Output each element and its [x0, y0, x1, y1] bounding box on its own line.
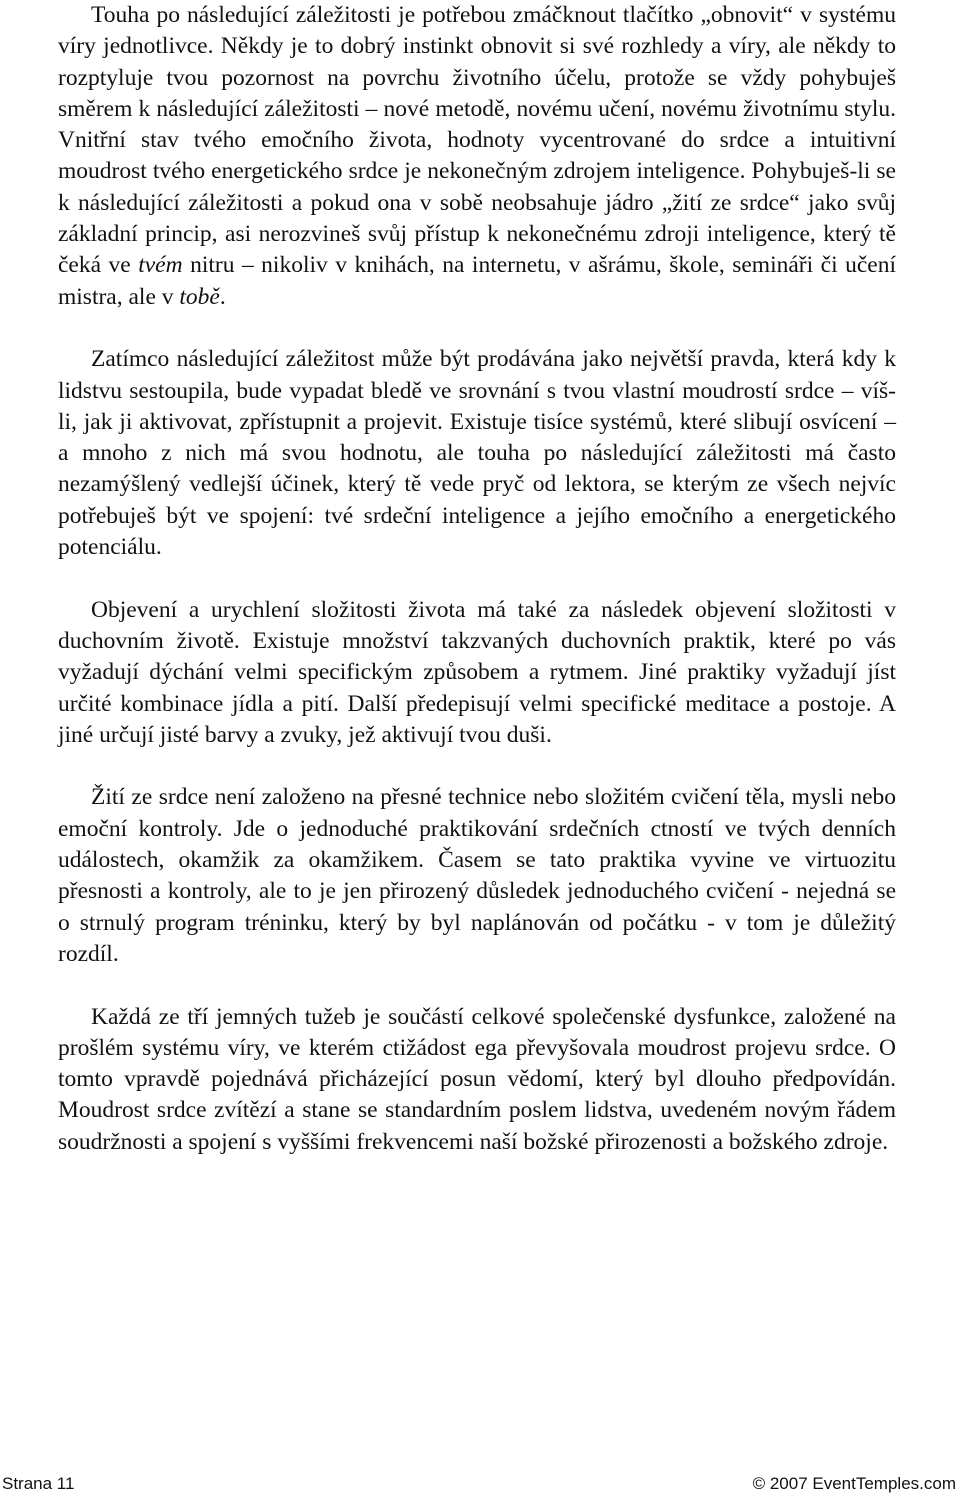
paragraph-2 [58, 344, 896, 563]
paragraph-1-text-3: . [219, 283, 226, 310]
copyright-notice: © 2007 EventTemples.com [752, 1474, 956, 1493]
page-number: Strana 11 [2, 1474, 75, 1493]
document-body [58, 0, 896, 1189]
paragraph-4 [58, 782, 896, 970]
paragraph-5-text: Každá ze tří jemných tužeb je součástí celkové společenské dysfunkce, založené na prošlém systému víry, ve kterém ctižádost ega převyšovala moudrost projevu srdce. O tomto vpravdě pojednává přicházející posun vědomí, který byl dlouho předpovídán. Moudrost srdce zvítězí a stane se standardním poslem lidstva, uvedeném novým řádem soudržnosti a spojení s vyššími frekvencemi naší božské přirozenosti a božského zdroje. [58, 1003, 896, 1155]
paragraph-5 [58, 1002, 896, 1158]
paragraph-1 [58, 0, 896, 313]
paragraph-4-text: Žití ze srdce není založeno na přesné technice nebo složitém cvičení těla, mysli nebo emoční kontroly. Jde o jednoduché praktikování srdečních ctností ve tvých denních událostech, okamžik za okamžikem. Časem se tato praktika vyvine ve virtuozitu přesnosti a kontroly, ale to je jen přirozený důsledek jednoduchého cvičení - nejedná se o strnulý program tréninku, který by byl naplánován od počátku - v tom je důležitý rozdíl. [58, 784, 896, 967]
paragraph-1-emphasis-tobe: tobě [179, 283, 220, 310]
paragraph-1-emphasis-tvem: tvém [138, 252, 183, 279]
paragraph-3-text: Objevení a urychlení složitosti života má také za následek objevení složitosti v duchovním životě. Existuje množství takzvaných duchovních praktik, které po vás vyžadují dýchání velmi specifickým způsobem a rytmem. Jiné praktiky vyžadují jíst určité kombinace jídla a pití. Další předepisují velmi specifické meditace a postoje. A jiné určují jisté barvy a zvuky, jež aktivují tvou duši. [58, 596, 896, 748]
paragraph-1-text-1: Touha po následující záležitosti je potřebou zmáčknout tlačítko „obnovit“ v systému víry jednotlivce. Někdy je to dobrý instinkt obnovit si své rozhledy a víry, ale někdy to rozptyluje tvou pozornost na povrchu životního účelu, protože se vždy pohybuješ směrem k následující záležitosti – nové metodě, novému učení, novému životnímu stylu. Vnitřní stav tvého emočního života, hodnoty vycentrované do srdce a intuitivní moudrost tvého energetického srdce je nekonečným zdrojem inteligence. Pohybuješ-li se k následující záležitosti a pokud ona v sobě neobsahuje jádro „žití ze srdce“ jako svůj základní princip, asi nerozvineš svůj přístup k nekonečnému zdroji inteligence, který tě čeká ve [58, 2, 896, 279]
paragraph-2-text: Zatímco následující záležitost může být prodávána jako největší pravda, která kdy k lidstvu sestoupila, bude vypadat bledě ve srovnání s tvou vlastní moudrostí srdce – víš-li, jak ji aktivovat, zpřístupnit a projevit. Existuje tisíce systémů, které slibují osvícení – a mnoho z nich má svou hodnotu, ale touha po následující záležitosti má často nezamýšlený vedlejší účinek, který tě vede pryč od lektora, se kterým ze všech nejvíc potřebuješ být ve spojení: tvé srdeční inteligence a jejího emočního a energetického potenciálu. [58, 346, 896, 561]
paragraph-3 [58, 595, 896, 751]
paragraph-1-text-2: nitru – nikoliv v knihách, na internetu, v ašrámu, škole, semináři či učení mistra, ale v [58, 252, 896, 310]
